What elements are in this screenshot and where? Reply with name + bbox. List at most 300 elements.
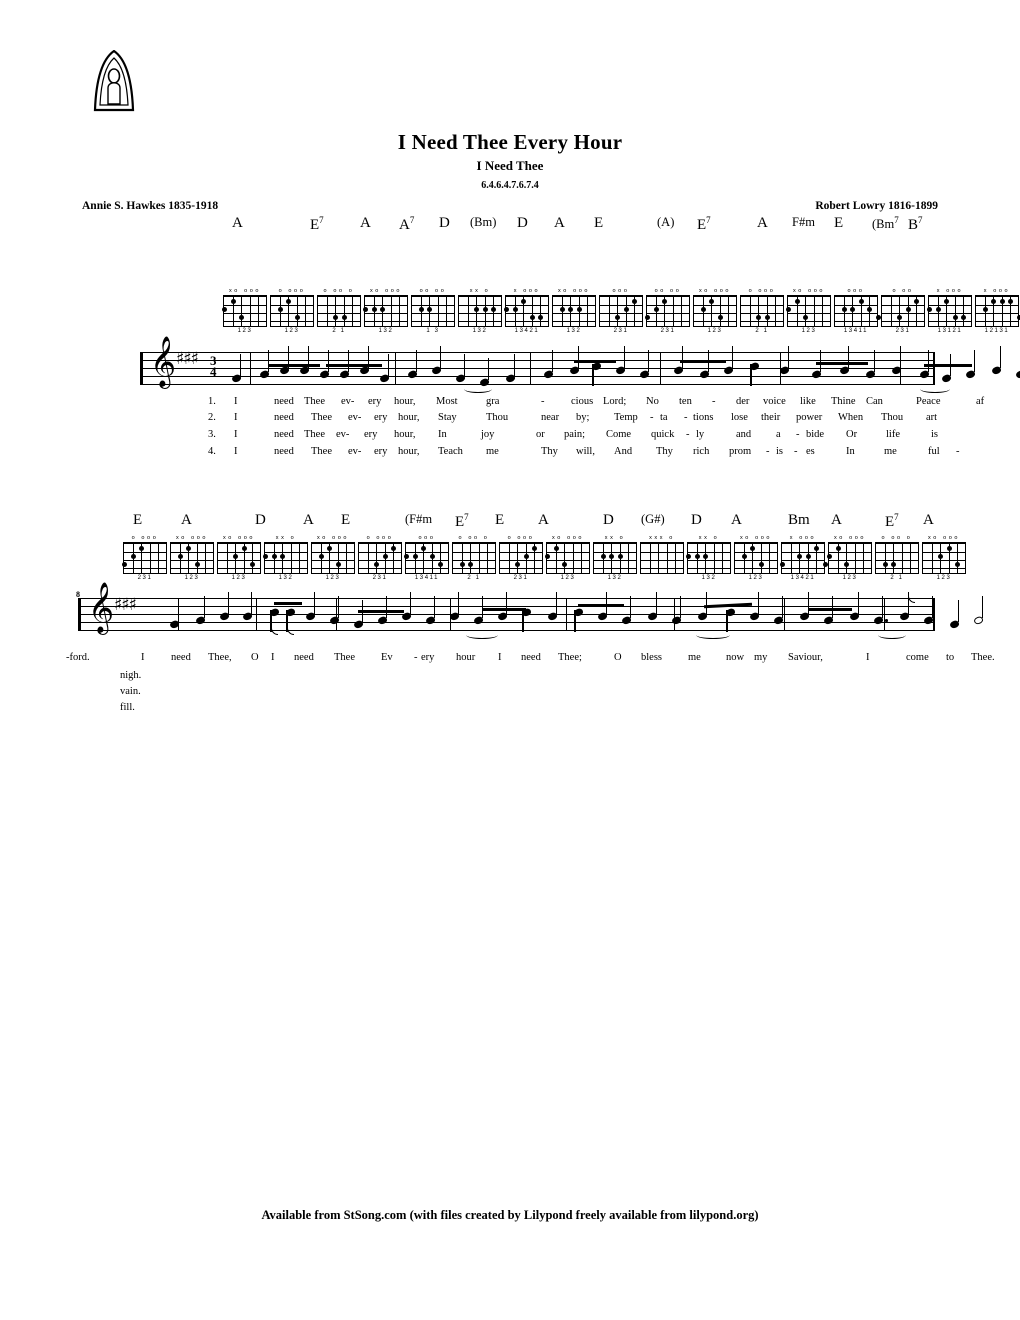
chord-diagram-fingering: 132 (278, 575, 294, 581)
lyric-word: my (754, 652, 768, 663)
note-stem (178, 600, 179, 622)
beam (274, 602, 302, 605)
chord-diagram-fingering: 132 (472, 328, 488, 334)
lyric-word: ery (374, 412, 388, 423)
chord-diagram-grid (881, 295, 925, 327)
notehead (1015, 370, 1020, 379)
lyric-word: cious (571, 396, 594, 407)
chord-diagram-grid (593, 542, 637, 574)
staff-1 (140, 336, 935, 387)
measure-number: 8 (76, 590, 80, 599)
key-signature: ♯♯♯ (114, 595, 136, 615)
slur (920, 385, 950, 393)
note-stem (514, 354, 515, 376)
chord-diagram (316, 288, 362, 336)
lyric-word: es (806, 446, 815, 457)
chord-diagram-fingering: 231 (137, 575, 153, 581)
lyric-word: Thy (656, 446, 673, 457)
chord-diagram-fingering: 132 (378, 328, 394, 334)
key-signature: ♯♯♯ (176, 349, 198, 369)
note-stem (386, 596, 387, 618)
chord-diagram-open-strings: xo ooo (175, 535, 209, 541)
verse-number: 3. (208, 429, 216, 440)
note-stem (204, 596, 205, 618)
chord-diagram-open-strings: ooo (847, 288, 865, 294)
slur (696, 631, 730, 639)
chord-diagram (222, 288, 268, 336)
music-system-2 (76, 582, 935, 748)
chord-name: Bm (788, 512, 810, 528)
beam (574, 360, 616, 363)
chord-diagram-open-strings: ooo (612, 288, 630, 294)
chord-diagram (216, 535, 262, 583)
note-stem (410, 592, 411, 614)
barline (250, 352, 251, 385)
chord-diagram-fingering: 2 1 (467, 575, 481, 581)
chord-name: (A) (657, 215, 675, 229)
chord-diagram-fingering: 231 (660, 328, 676, 334)
chord-diagram (880, 288, 926, 336)
note-stem (228, 592, 229, 614)
lyrics-verse-ending-2: vain. (120, 686, 141, 697)
lyric-word: power (796, 412, 823, 423)
lyric-word: - (794, 446, 798, 457)
chord-diagram-open-strings: xo ooo (228, 288, 262, 294)
chord-diagram-grid (599, 295, 643, 327)
note-stem (574, 610, 575, 632)
chord-name: E (133, 512, 143, 528)
music-system-1 (140, 336, 938, 502)
note-stem (440, 346, 441, 368)
chord-diagram (780, 535, 826, 583)
chord-name: (G#) (641, 512, 665, 526)
lyric-word: - (684, 412, 688, 423)
beam (578, 604, 624, 607)
chord-diagram-open-strings: o ooo (366, 535, 394, 541)
chord-diagram-fingering: 13411 (414, 575, 440, 581)
note-flag (271, 624, 278, 635)
chord-diagram-fingering: 132 (701, 575, 717, 581)
chord-diagram-grid (734, 542, 778, 574)
note-stem (656, 592, 657, 614)
lyric-word: art (926, 412, 938, 423)
lyric-word: lose (731, 412, 748, 423)
lyric-word: need (274, 396, 294, 407)
chord-diagram-open-strings: x ooo (983, 288, 1011, 294)
chord-name: E (594, 215, 604, 231)
lyric-word: Thee. (971, 652, 995, 663)
lyric-word: I (271, 652, 275, 663)
chord-diagram-open-strings: xo ooo (551, 535, 585, 541)
lyric-word: Lord; (603, 396, 627, 407)
lyric-word: Can (866, 396, 883, 407)
lyric-word: O (251, 652, 259, 663)
chord-diagram-fingering: 13421 (514, 328, 540, 334)
chord-diagram (310, 535, 356, 583)
chord-diagram-grid (123, 542, 167, 574)
lyric-word: a (776, 429, 781, 440)
note-stem (578, 346, 579, 368)
note-stem (482, 596, 483, 618)
chord-diagram-grid (458, 295, 502, 327)
time-signature (210, 355, 217, 377)
lyrics-verse-ending-3: fill. (120, 702, 135, 713)
lyric-word: bless (641, 652, 662, 663)
lyric-word: Peace (916, 396, 941, 407)
note-stem (240, 354, 241, 376)
barline (140, 352, 143, 385)
chord-diagram-grid (693, 295, 737, 327)
chord-diagram-grid (828, 542, 872, 574)
note-stem (624, 346, 625, 368)
chord-diagram-open-strings: o oo o (881, 535, 913, 541)
lyric-word: Ev (381, 652, 393, 663)
lyric-word: - (414, 652, 418, 663)
chord-diagram-grid (546, 542, 590, 574)
lyric-word: prom (729, 446, 752, 457)
chord-name: A (731, 512, 742, 528)
chord-diagram (169, 535, 215, 583)
lyric-word: Thine (831, 396, 856, 407)
chord-name: A (303, 512, 314, 528)
chord-diagram-fingering: 123 (707, 328, 723, 334)
note-stem (932, 596, 933, 618)
lyric-word: In (438, 429, 447, 440)
note-stem (552, 350, 553, 372)
note-stem (416, 350, 417, 372)
chord-diagram-fingering: 231 (895, 328, 911, 334)
chord-diagram-fingering: 12131 (984, 328, 1010, 334)
note-flag (287, 624, 294, 635)
chord-diagram-grid (405, 542, 449, 574)
chord-diagram-open-strings: xo ooo (833, 535, 867, 541)
chord-diagram-open-strings: o oo (892, 288, 914, 294)
chord-diagram-open-strings: x ooo (789, 535, 817, 541)
chord-diagram-open-strings: xo ooo (698, 288, 732, 294)
note-stem (958, 600, 959, 622)
chord-diagram (592, 535, 638, 583)
lyric-word: and (736, 429, 752, 440)
note-stem (506, 592, 507, 614)
beam (816, 362, 868, 365)
chord-diagram-grid (217, 542, 261, 574)
chord-diagram-fingering: 123 (237, 328, 253, 334)
lyric-word: Teach (438, 446, 463, 457)
chord-diagram-open-strings: xxx o (649, 535, 675, 541)
lyric-word: ev- (336, 429, 350, 440)
lyric-word: will, (576, 446, 595, 457)
chord-diagram-open-strings: o oo o (323, 288, 355, 294)
chord-diagram-open-strings: x ooo (936, 288, 964, 294)
staff-line (78, 622, 935, 623)
chord-diagram (122, 535, 168, 583)
chord-name: $B^7$ (908, 215, 923, 233)
lyric-word: ev- (348, 412, 362, 423)
barline (530, 352, 531, 385)
lyric-word: is (931, 429, 939, 440)
chord-diagram (451, 535, 497, 583)
lyric-word: I (234, 412, 238, 423)
beam (326, 364, 382, 367)
chord-name: A (831, 512, 842, 528)
lyric-word: - (686, 429, 690, 440)
lyric-word: need (521, 652, 541, 663)
lyric-word: In (846, 446, 855, 457)
lyric-word: And (614, 446, 633, 457)
note-stem (874, 350, 875, 372)
note-stem (900, 346, 901, 368)
lyric-word: hour, (394, 396, 416, 407)
chord-diagram-fingering: 123 (748, 575, 764, 581)
chord-name: F#m (792, 215, 815, 229)
lyric-word: I (234, 396, 238, 407)
chord-diagram-fingering (639, 574, 685, 583)
note-stem (680, 596, 681, 618)
chord-diagram-open-strings: xo ooo (557, 288, 591, 294)
chord-name: A (538, 512, 549, 528)
chord-diagram-open-strings: xx o (469, 288, 491, 294)
chord-name: E (834, 215, 844, 231)
lyric-word: need (294, 652, 314, 663)
chord-diagram-open-strings: o ooo (278, 288, 306, 294)
chord-name-row-1 (232, 215, 932, 237)
chord-diagram-fingering: 123 (936, 575, 952, 581)
chord-diagram-fingering: 123 (231, 575, 247, 581)
note-stem (788, 346, 789, 368)
chord-diagram (269, 288, 315, 336)
lyrics-verse-ending-1: nigh. (120, 670, 142, 681)
chord-name: D (439, 215, 450, 231)
chord-diagram (874, 535, 920, 583)
beam (924, 364, 972, 367)
lyric-word: Thee; (558, 652, 582, 663)
augmentation-dot (885, 619, 888, 622)
note-stem (388, 354, 389, 376)
chord-diagram-open-strings: xo ooo (927, 535, 961, 541)
lyric-word: ery (368, 396, 382, 407)
lyric-word: ten (679, 396, 692, 407)
lyric-word: I (141, 652, 145, 663)
lyric-word: by; (576, 412, 590, 423)
note-stem (882, 596, 883, 618)
lyric-word: quick (651, 429, 675, 440)
chord-diagram (927, 288, 973, 336)
chord-diagram-fingering: 123 (325, 575, 341, 581)
chord-diagram-open-strings: ooo (418, 535, 436, 541)
chord-diagram-grid (640, 542, 684, 574)
lyric-word: pain; (564, 429, 585, 440)
chord-diagram-grid (552, 295, 596, 327)
chord-name: A (232, 215, 243, 231)
lyric-word: hour, (394, 429, 416, 440)
lyric-word: now (726, 652, 745, 663)
beam (808, 608, 852, 611)
note-stem (858, 592, 859, 614)
staff-line (140, 352, 935, 353)
note-stem (328, 350, 329, 372)
lyric-word: Thee (311, 446, 332, 457)
stsong-logo-icon (88, 50, 140, 112)
chord-diagram-fingering: 231 (613, 328, 629, 334)
time-signature-bottom: 4 (210, 364, 217, 379)
chord-diagram (457, 288, 503, 336)
lyric-word: rich (693, 446, 710, 457)
barline (674, 598, 675, 631)
chord-diagram-open-strings: o oo o (458, 535, 490, 541)
chord-diagram-grid (270, 295, 314, 327)
lyric-word: bide (806, 429, 825, 440)
lyric-word: - (956, 446, 960, 457)
lyric-word: Thee, (208, 652, 232, 663)
barline (660, 352, 661, 385)
chord-diagram-fingering: 2 1 (755, 328, 769, 334)
chord-diagram (363, 288, 409, 336)
chord-diagram-open-strings: xx o (604, 535, 626, 541)
lyric-word: ery (421, 652, 435, 663)
chord-diagram (786, 288, 832, 336)
note-stem (522, 610, 523, 632)
chord-diagram-open-strings: xo ooo (316, 535, 350, 541)
chord-diagram (833, 288, 879, 336)
lyric-word: me (688, 652, 701, 663)
chord-diagram-grid (687, 542, 731, 574)
chord-diagram-grid (787, 295, 831, 327)
staff-2 (78, 582, 935, 633)
chord-diagram-fingering: 231 (372, 575, 388, 581)
chord-diagram-fingering: 123 (560, 575, 576, 581)
page-title: I Need Thee Every Hour (397, 130, 623, 154)
chord-diagram (504, 288, 550, 336)
note-stem (820, 350, 821, 372)
beam (680, 360, 726, 363)
note-stem (732, 346, 733, 368)
chord-name: $E^7$ (885, 512, 899, 530)
staff-line (140, 384, 935, 385)
note-stem (848, 346, 849, 368)
chord-diagram-fingering: 2 1 (332, 328, 346, 334)
chord-diagram-fingering: 13421 (790, 575, 816, 581)
lyric-word: ev- (341, 396, 355, 407)
note-stem (726, 610, 727, 632)
lyric-word: Thy (541, 446, 558, 457)
footer-text: Available from StSong.com (with files created by Lilypond freely available from lilypond.org) (261, 1208, 759, 1222)
time-signature-top: 3 (210, 353, 217, 368)
lyric-word: ery (364, 429, 378, 440)
note-stem (832, 596, 833, 618)
chord-name: D (255, 512, 266, 528)
chord-diagram-open-strings: oo oo (654, 288, 682, 294)
lyric-word: - (650, 412, 654, 423)
lyric-word: - (712, 396, 716, 407)
lyric-word: I (866, 652, 870, 663)
lyric-word: need (171, 652, 191, 663)
note-stem (488, 358, 489, 380)
lyric-word: their (761, 412, 781, 423)
lyric-word: or (536, 429, 545, 440)
lyric-word: I (234, 429, 238, 440)
lyric-word: tions (693, 412, 714, 423)
note-stem (808, 592, 809, 614)
lyric-word: -ford. (66, 652, 90, 663)
barline (395, 352, 396, 385)
chord-diagram (733, 535, 779, 583)
chord-diagram-fingering: 13411 (843, 328, 869, 334)
chord-name: (Bm$^7$ (872, 215, 899, 232)
note-stem (464, 354, 465, 376)
note-stem (758, 592, 759, 614)
lyric-word: Thou (486, 412, 509, 423)
lyric-word: need (274, 429, 294, 440)
lyric-word: Saviour, (788, 652, 823, 663)
chord-name: A (554, 215, 565, 231)
chord-name: A (923, 512, 934, 528)
chord-name: $A^7$ (399, 215, 415, 233)
chord-diagram-grid (223, 295, 267, 327)
chord-diagram-fingering: 132 (566, 328, 582, 334)
chord-diagram-open-strings: o ooo (748, 288, 776, 294)
treble-clef-icon: 𝄞 (88, 582, 115, 633)
lyric-word: hour, (398, 412, 420, 423)
chord-name: E (495, 512, 505, 528)
chord-diagram-grid (317, 295, 361, 327)
lyric-word: is (776, 446, 784, 457)
chord-diagram (551, 288, 597, 336)
lyric-word: to (946, 652, 955, 663)
chord-name: $E^7$ (310, 215, 324, 233)
lyric-word: - (766, 446, 770, 457)
lyric-word: come (906, 652, 929, 663)
lyric-word: gra (486, 396, 500, 407)
slur (464, 385, 492, 393)
lyric-word: No (646, 396, 659, 407)
chord-diagram (827, 535, 873, 583)
chord-diagram-open-strings: xo ooo (369, 288, 403, 294)
barline (784, 598, 785, 631)
chord-diagram-grid (358, 542, 402, 574)
treble-clef-icon: 𝄞 (150, 336, 177, 387)
chord-diagram-fingering: 123 (842, 575, 858, 581)
lyric-word: ly (696, 429, 705, 440)
lyric-word: O (614, 652, 622, 663)
note-stem (268, 350, 269, 372)
lyric-word: - (796, 429, 800, 440)
note-stem (682, 346, 683, 368)
lyric-word: Or (846, 429, 858, 440)
composer-credit: Robert Lowry 1816-1899 (815, 200, 938, 212)
lyric-word: joy (481, 429, 495, 440)
lyric-word: Thee (304, 429, 325, 440)
chord-diagram-open-strings: o ooo (507, 535, 535, 541)
lyric-word: hour, (398, 446, 420, 457)
note-stem (592, 364, 593, 386)
chord-name: E (341, 512, 351, 528)
chord-diagram-grid (781, 542, 825, 574)
lyric-word: ful (928, 446, 940, 457)
chord-diagram-fingering: 2 1 (890, 575, 904, 581)
chord-name: (Bm) (470, 215, 497, 229)
chord-name: A (181, 512, 192, 528)
staff-line (140, 360, 935, 361)
chord-diagram-open-strings: x ooo (513, 288, 541, 294)
lyric-word: near (541, 412, 560, 423)
lyric-word: hour (456, 652, 476, 663)
lyric-word: I (498, 652, 502, 663)
lyric-word: Thee (311, 412, 332, 423)
barline (78, 598, 81, 631)
chord-diagram-grid (922, 542, 966, 574)
chord-diagram-open-strings: xx o (698, 535, 720, 541)
note-stem (251, 592, 252, 614)
